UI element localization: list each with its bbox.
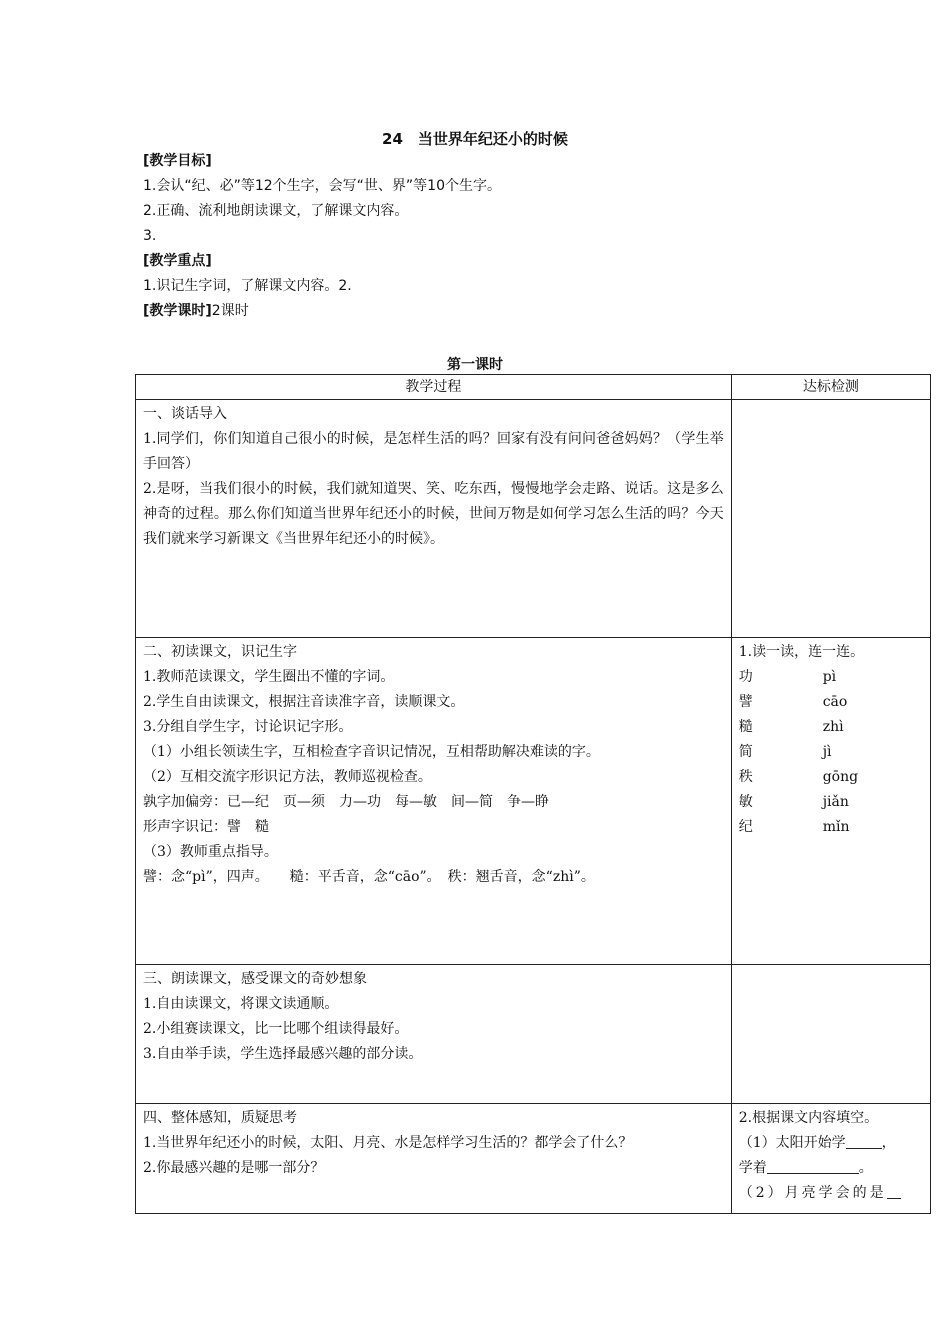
list-item: 功 pì (738, 669, 837, 685)
section2-line7: 形声字识记：譬 糙 (143, 819, 269, 835)
section1-p2: 2.是呀，当我们很小的时候，我们就知道哭、笑、吃东西，慢慢地学会走路、说话。这是多么神奇的过程。那么你们知道当世界年纪还小的时候，世间万物是如何学习怎么生活的吗？今天我们就来学习新课文《当世界年纪还小的时候》。 (143, 481, 724, 547)
section4-line1: 1.当世界年纪还小的时候，太阳、月亮、水是怎样学习生活的？都学会了什么？ (143, 1135, 633, 1151)
section2-line1: 1.教师范读课文，学生圈出不懂的字词。 (143, 669, 395, 685)
check2-heading: 2.根据课文内容填空。 (738, 1110, 879, 1126)
fill-blank-q1-cont: 学着 。 (738, 1160, 873, 1176)
section2-line9: 譬：念“pì”，四声。 糙：平舌音，念“cāo”。 秩：翘舌音，念“zhì”。 (143, 869, 595, 885)
focus-heading: [教学重点] (143, 253, 212, 269)
list-item: 秩 gōng (738, 769, 859, 785)
fill-blank-q1: （1）太阳开始学 ， (738, 1135, 896, 1151)
section2-line5: （2）互相交流字形识记方法，教师巡视检查。 (143, 769, 432, 785)
header-check: 达标检测 (731, 375, 930, 400)
section4-check (731, 1104, 930, 1214)
table-row (136, 638, 931, 965)
section3-check (731, 965, 930, 1104)
blank-line (846, 1133, 882, 1149)
hours-value: 2课时 (211, 303, 249, 319)
blank-line (887, 1183, 901, 1199)
table-row (136, 1104, 931, 1214)
header-process: 教学过程 (136, 375, 732, 400)
hours-line (143, 302, 863, 320)
goal-3: 3. (143, 228, 157, 244)
list-item: 敏 jiǎn (738, 794, 849, 810)
section2-heading: 二、初读课文，识记生字 (143, 644, 297, 660)
table-row (136, 400, 931, 638)
section1-check (731, 400, 930, 638)
hours-heading: [教学课时] (143, 303, 212, 319)
section3-line3: 3.自由举手读，学生选择最感兴趣的部分读。 (143, 1046, 423, 1062)
section3-process (136, 965, 732, 1104)
section1-process (136, 400, 732, 638)
goal-2: 2.正确、流利地朗读课文，了解课文内容。 (143, 203, 409, 219)
section2-line4: （1）小组长领读生字，互相检查字音识记情况，互相帮助解决难读的字。 (143, 744, 600, 760)
section4-line2: 2.你最感兴趣的是哪一部分？ (143, 1160, 325, 1176)
list-item: 简 jì (738, 744, 832, 760)
section2-line8: （3）教师重点指导。 (143, 844, 278, 860)
section1-heading: 一、谈话导入 (143, 406, 227, 422)
section2-line3: 3.分组自学生字，讨论识记字形。 (143, 719, 353, 735)
section1-p1: 1.同学们，你们知道自己很小的时候，是怎样生活的吗？回家有没有问问爸爸妈妈？（学生举手回答） (143, 431, 724, 472)
section4-process (136, 1104, 732, 1214)
section4-heading: 四、整体感知，质疑思考 (143, 1110, 297, 1126)
table-header-row (136, 375, 931, 400)
table-row (136, 965, 931, 1104)
blank-line (767, 1158, 859, 1174)
section3-line1: 1.自由读课文，将课文读通顺。 (143, 996, 339, 1012)
section2-process (136, 638, 732, 965)
goals-heading: [教学目标] (143, 153, 212, 169)
lesson-period-title: 第一课时 (447, 357, 503, 373)
list-item: 纪 mǐn (738, 819, 850, 835)
section2-line2: 2.学生自由读课文，根据注音读准字音，读顺课文。 (143, 694, 465, 710)
goal-1: 1.会认“纪、必”等12个生字，会写“世、界”等10个生字。 (143, 178, 501, 194)
lesson-title: 24 当世界年纪还小的时候 (382, 130, 568, 148)
section3-line2: 2.小组赛读课文，比一比哪个组读得最好。 (143, 1021, 409, 1037)
lesson-plan-table (135, 374, 931, 1214)
list-item: 糙 zhì (738, 719, 844, 735)
section2-line6: 孰字加偏旁：已—纪 页—须 力—功 每—敏 间—简 争—睁 (143, 794, 549, 810)
fill-blank-q2: （2）月亮学会的是 (739, 1181, 923, 1206)
section2-check (731, 638, 930, 965)
focus-text: 1.识记生字词，了解课文内容。2. (143, 278, 352, 294)
list-item: 譬 cāo (738, 694, 848, 710)
check1-heading: 1.读一读，连一连。 (738, 644, 865, 660)
section3-heading: 三、朗读课文，感受课文的奇妙想象 (143, 971, 367, 987)
